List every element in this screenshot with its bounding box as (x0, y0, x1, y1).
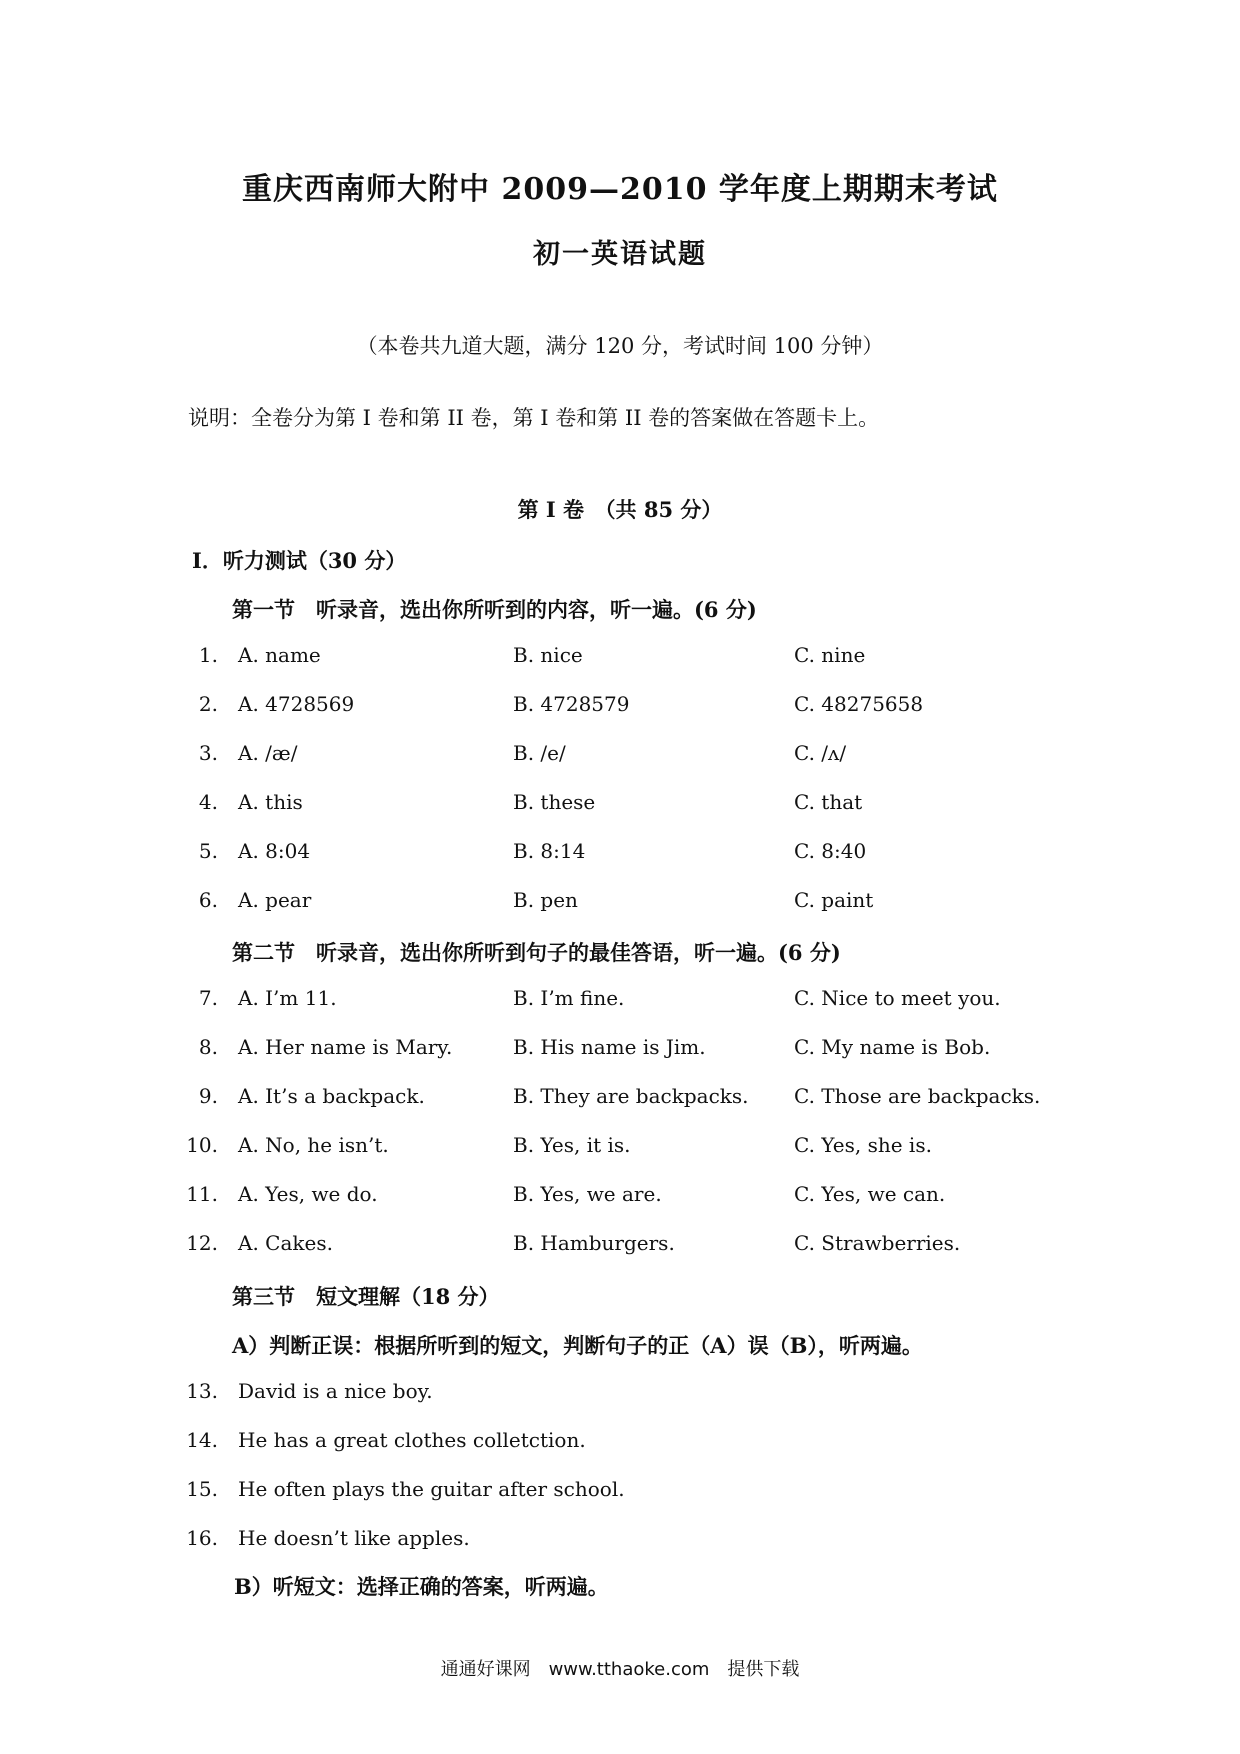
question-number: 9. (198, 1084, 218, 1108)
option-b: B. I’m fine. (513, 986, 625, 1010)
statement-number: 13. (186, 1379, 218, 1403)
option-b: B. Yes, we are. (513, 1182, 662, 1206)
option-c: C. Yes, she is. (794, 1133, 932, 1157)
statement-number: 16. (186, 1526, 218, 1550)
exam-note: （本卷共九道大题，满分 120 分，考试时间 100 分钟） (356, 334, 884, 358)
volume-title: 第 I 卷 （共 85 分） (517, 497, 723, 522)
question-number: 11. (186, 1182, 218, 1206)
option-c: C. /ʌ/ (794, 741, 847, 765)
option-a: A. Cakes. (238, 1231, 333, 1255)
option-b: B. nice (513, 643, 583, 667)
question-number: 6. (198, 888, 218, 912)
statement-text: David is a nice boy. (238, 1379, 433, 1403)
option-a: A. /æ/ (238, 741, 298, 765)
part2-title: 第二节 听录音，选出你所听到句子的最佳答语，听一遍。(6 分) (232, 940, 841, 965)
option-a: A. I’m 11. (238, 986, 337, 1010)
statement-text: He has a great clothes colletction. (238, 1428, 586, 1452)
option-b: B. these (513, 790, 596, 814)
option-b: B. Yes, it is. (513, 1133, 631, 1157)
question-number: 2. (198, 692, 218, 716)
option-c: C. 48275658 (794, 692, 924, 716)
option-a: A. No, he isn’t. (238, 1133, 389, 1157)
option-c: C. My name is Bob. (794, 1035, 991, 1059)
option-a: A. Yes, we do. (238, 1182, 378, 1206)
question-number: 12. (186, 1231, 218, 1255)
exam-explanation: 说明：全卷分为第 I 卷和第 II 卷，第 I 卷和第 II 卷的答案做在答题卡上。 (188, 406, 880, 430)
question-number: 4. (198, 790, 218, 814)
option-a: A. It’s a backpack. (238, 1084, 425, 1108)
option-a: A. 4728569 (238, 692, 355, 716)
question-number: 1. (198, 643, 218, 667)
option-b: B. pen (513, 888, 578, 912)
option-a: A. 8:04 (238, 839, 311, 863)
option-b: B. They are backpacks. (513, 1084, 749, 1108)
option-b: B. /e/ (513, 741, 566, 765)
option-b: B. 8:14 (513, 839, 586, 863)
exam-subtitle: 初一英语试题 (533, 239, 707, 270)
question-number: 7. (198, 986, 218, 1010)
statement-number: 14. (186, 1428, 218, 1452)
option-c: C. that (794, 790, 863, 814)
option-a: A. this (238, 790, 303, 814)
option-b: B. Hamburgers. (513, 1231, 675, 1255)
question-number: 8. (198, 1035, 218, 1059)
option-a: A. pear (238, 888, 312, 912)
option-a: A. Her name is Mary. (238, 1035, 453, 1059)
section-title: I．听力测试（30 分） (192, 548, 407, 573)
page-footer: 通通好课网 www.tthaoke.com 提供下载 (440, 1659, 800, 1680)
part3-sub-a: A）判断正误：根据所听到的短文，判断句子的正（A）误（B），听两遍。 (232, 1333, 923, 1358)
option-b: B. His name is Jim. (513, 1035, 706, 1059)
option-c: C. Those are backpacks. (794, 1084, 1041, 1108)
question-number: 3. (198, 741, 218, 765)
statement-text: He doesn’t like apples. (238, 1526, 470, 1550)
statement-number: 15. (186, 1477, 218, 1501)
statement-text: He often plays the guitar after school. (238, 1477, 625, 1501)
option-c: C. nine (794, 643, 866, 667)
question-number: 10. (186, 1133, 218, 1157)
option-c: C. Strawberries. (794, 1231, 961, 1255)
option-c: C. 8:40 (794, 839, 867, 863)
option-a: A. name (238, 643, 321, 667)
option-b: B. 4728579 (513, 692, 630, 716)
option-c: C. Nice to meet you. (794, 986, 1001, 1010)
part3-title: 第三节 短文理解（18 分） (232, 1284, 500, 1309)
question-number: 5. (198, 839, 218, 863)
part1-title: 第一节 听录音，选出你所听到的内容，听一遍。(6 分) (232, 597, 757, 622)
exam-title: 重庆西南师大附中 2009—2010 学年度上期期末考试 (242, 172, 998, 207)
option-c: C. paint (794, 888, 874, 912)
option-c: C. Yes, we can. (794, 1182, 946, 1206)
part3-sub-b: B）听短文：选择正确的答案，听两遍。 (234, 1574, 609, 1599)
